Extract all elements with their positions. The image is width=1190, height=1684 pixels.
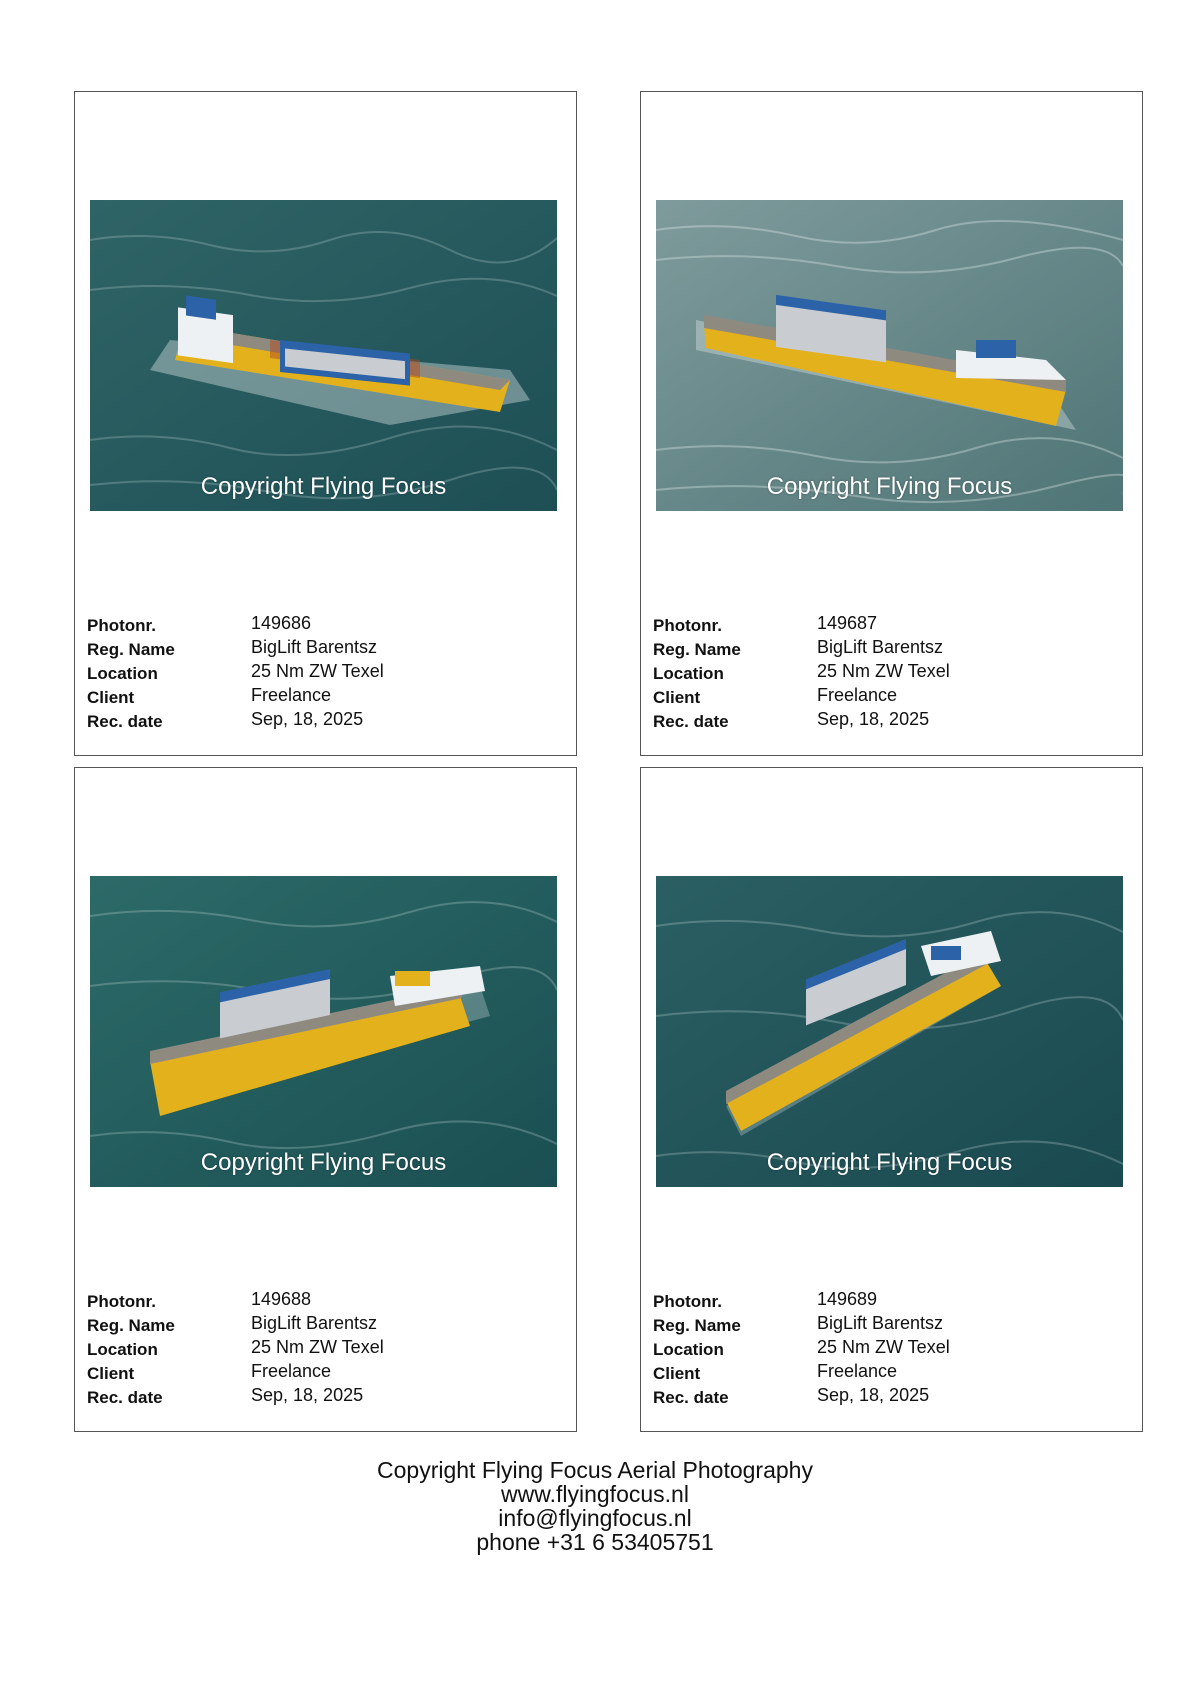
photonr-label: Photonr. <box>653 1292 722 1311</box>
meta-row-photonr <box>653 1289 1123 1313</box>
meta-row-reg-name <box>87 637 557 661</box>
photo-metadata <box>87 1289 557 1409</box>
rec-date-label: Rec. date <box>653 712 729 731</box>
page-footer <box>0 1458 1190 1554</box>
photonr-value: 149686 <box>251 613 312 633</box>
photo-card-3 <box>74 767 577 1432</box>
meta-row-reg-name <box>653 1313 1123 1337</box>
watermark-text: Copyright Flying Focus <box>766 1149 1013 1176</box>
photonr-label: Photonr. <box>87 1292 156 1311</box>
footer-website-link[interactable]: www.flyingfocus.nl <box>501 1481 689 1507</box>
client-value: Freelance <box>251 685 332 705</box>
location-label: Location <box>87 664 158 683</box>
photonr-label: Photonr. <box>87 616 156 635</box>
photo-card-1 <box>74 91 577 756</box>
meta-row-reg-name <box>87 1313 557 1337</box>
photonr-value: 149687 <box>817 613 878 633</box>
watermark-text: Copyright Flying Focus <box>766 473 1013 500</box>
client-label: Client <box>653 688 701 707</box>
client-label: Client <box>87 688 135 707</box>
reg-name-value: BigLift Barentsz <box>251 1313 378 1333</box>
ship-photo-3[interactable] <box>90 876 557 1187</box>
photo-card-2 <box>640 91 1143 756</box>
reg-name-label: Reg. Name <box>87 640 175 659</box>
footer-email-link[interactable]: info@flyingfocus.nl <box>498 1505 692 1531</box>
reg-name-label: Reg. Name <box>653 640 741 659</box>
client-label: Client <box>653 1364 701 1383</box>
ship-photo-4[interactable] <box>656 876 1123 1187</box>
photonr-value: 149688 <box>251 1289 312 1309</box>
meta-row-photonr <box>653 613 1123 637</box>
watermark-text: Copyright Flying Focus <box>200 1149 447 1176</box>
rec-date-value: Sep, 18, 2025 <box>251 1385 364 1405</box>
meta-row-client <box>653 1361 1123 1385</box>
rec-date-label: Rec. date <box>87 1388 163 1407</box>
rec-date-value: Sep, 18, 2025 <box>817 709 930 729</box>
client-value: Freelance <box>817 685 898 705</box>
meta-row-rec-date <box>87 709 557 733</box>
reg-name-label: Reg. Name <box>653 1316 741 1335</box>
rec-date-label: Rec. date <box>653 1388 729 1407</box>
meta-row-rec-date <box>87 1385 557 1409</box>
meta-row-location <box>653 1337 1123 1361</box>
location-value: 25 Nm ZW Texel <box>817 1337 950 1357</box>
watermark-text: Copyright Flying Focus <box>200 473 447 500</box>
ship-photo-2[interactable] <box>656 200 1123 511</box>
location-value: 25 Nm ZW Texel <box>817 661 950 681</box>
rec-date-label: Rec. date <box>87 712 163 731</box>
ship-photo-1[interactable] <box>90 200 557 511</box>
client-value: Freelance <box>251 1361 332 1381</box>
location-label: Location <box>653 664 724 683</box>
footer-copyright: Copyright Flying Focus Aerial Photography <box>377 1457 813 1483</box>
meta-row-client <box>87 1361 557 1385</box>
client-value: Freelance <box>817 1361 898 1381</box>
location-label: Location <box>87 1340 158 1359</box>
reg-name-value: BigLift Barentsz <box>817 637 944 657</box>
reg-name-value: BigLift Barentsz <box>817 1313 944 1333</box>
meta-row-location <box>653 661 1123 685</box>
photonr-value: 149689 <box>817 1289 878 1309</box>
rec-date-value: Sep, 18, 2025 <box>251 709 364 729</box>
client-label: Client <box>87 1364 135 1383</box>
meta-row-reg-name <box>653 637 1123 661</box>
photo-card-4 <box>640 767 1143 1432</box>
meta-row-client <box>87 685 557 709</box>
meta-row-photonr <box>87 613 557 637</box>
rec-date-value: Sep, 18, 2025 <box>817 1385 930 1405</box>
meta-row-photonr <box>87 1289 557 1313</box>
photonr-label: Photonr. <box>653 616 722 635</box>
photo-metadata <box>653 613 1123 733</box>
photo-metadata <box>653 1289 1123 1409</box>
meta-row-rec-date <box>653 1385 1123 1409</box>
meta-row-rec-date <box>653 709 1123 733</box>
photo-metadata <box>87 613 557 733</box>
meta-row-location <box>87 1337 557 1361</box>
reg-name-value: BigLift Barentsz <box>251 637 378 657</box>
footer-phone: phone +31 6 53405751 <box>476 1529 714 1555</box>
location-value: 25 Nm ZW Texel <box>251 661 384 681</box>
meta-row-client <box>653 685 1123 709</box>
reg-name-label: Reg. Name <box>87 1316 175 1335</box>
meta-row-location <box>87 661 557 685</box>
location-label: Location <box>653 1340 724 1359</box>
location-value: 25 Nm ZW Texel <box>251 1337 384 1357</box>
